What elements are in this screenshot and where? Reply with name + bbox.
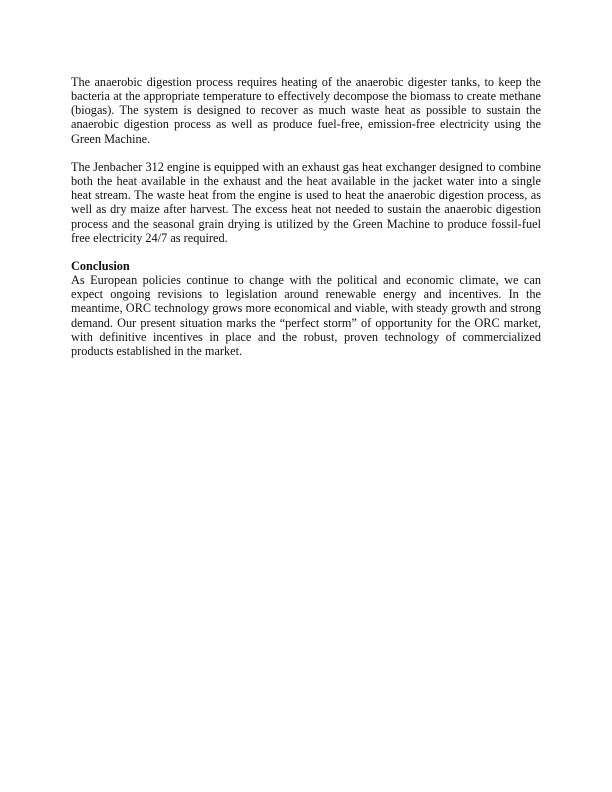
body-paragraph: The Jenbacher 312 engine is equipped with an exhaust gas heat exchanger designed to combine both the heat available in the exhaust and the heat available in the jacket water into a single heat stream. The waste heat from the engine is used to heat the anaerobic digestion process, as well as dry maize after harvest. The excess heat not needed to sustain the anaerobic digestion process and the seasonal grain drying is utilized by the Green Machine to produce fossil-fuel free electricity 24/7 as required. [71, 159, 541, 245]
body-paragraph: As European policies continue to change with the political and economic climate, we can expect ongoing revisions to legislation around renewable energy and incentives. In the meantime, ORC technology grows more economical and viable, with steady growth and strong demand. Our present situation marks the “perfect storm” of opportunity for the ORC market, with definitive incentives in place and the robust, proven technology of commercialized products established in the market. [71, 273, 541, 358]
document-body [71, 75, 541, 358]
section-heading: Conclusion [71, 259, 130, 273]
body-paragraph: The anaerobic digestion process requires heating of the anaerobic digester tanks, to keep the bacteria at the appropriate temperature to effectively decompose the biomass to create methane (biogas). The system is designed to recover as much waste heat as possible to sustain the anaerobic digestion process as well as produce fuel-free, emission-free electricity using the Green Machine. [71, 75, 541, 146]
